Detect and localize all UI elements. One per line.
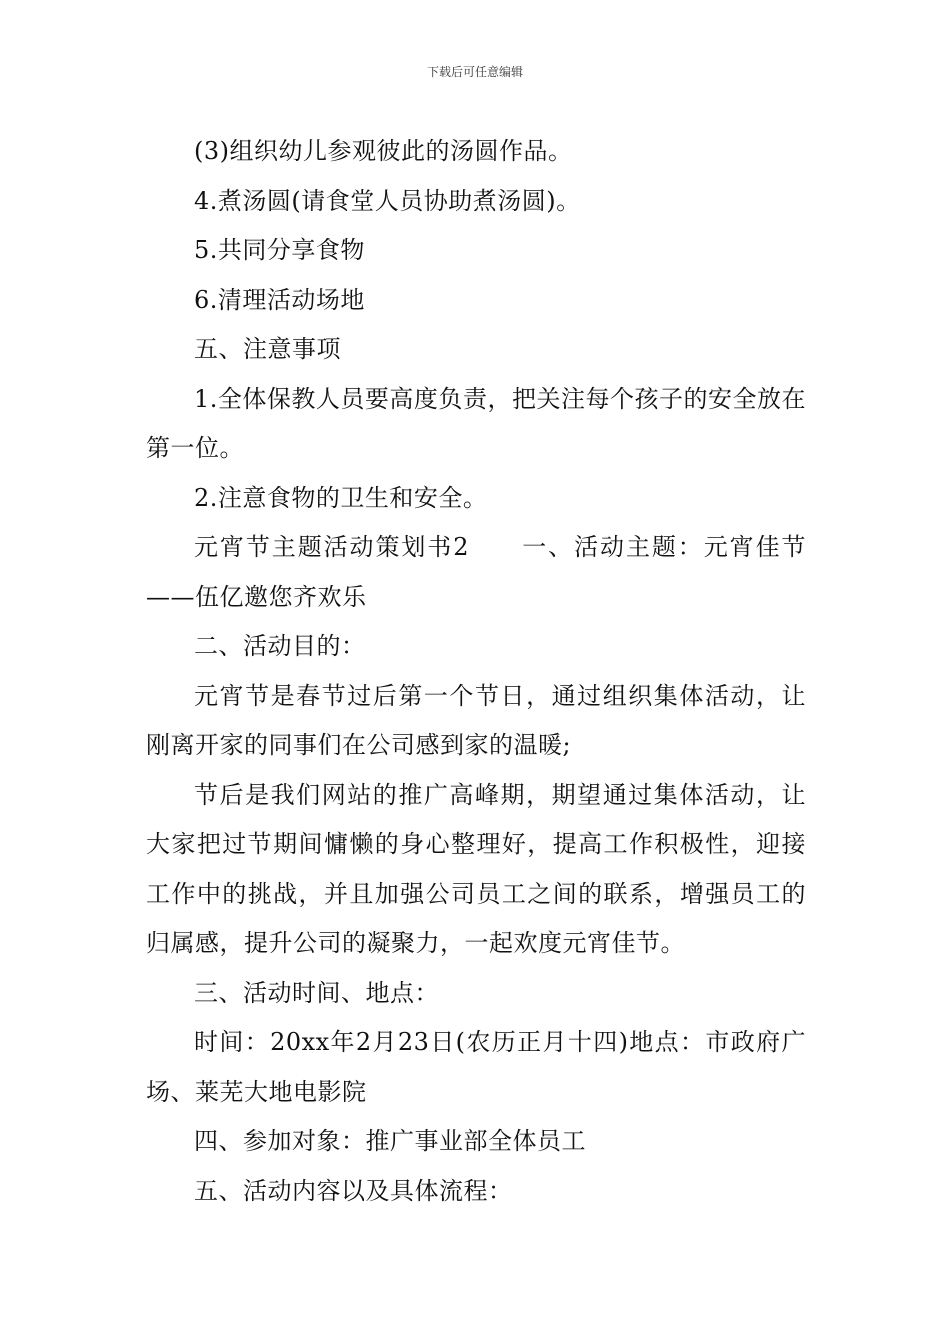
paragraph: 5.共同分享食物 [194, 236, 365, 264]
paragraph: 1.全体保教人员要高度负责，把关注每个孩子的安全放在第一位。 [146, 384, 806, 462]
paragraph: 节后是我们网站的推广高峰期，期望通过集体活动，让大家把过节期间慵懒的身心整理好，提高工作积极性，迎接工作中的挑战，并且加强公司员工之间的联系，增强员工的归属感，提升公司的凝聚力，一起欢度元宵佳节。 [146, 780, 806, 957]
paragraph: 4.煮汤圆(请食堂人员协助煮汤圆)。 [194, 186, 581, 215]
page-header: 下载后可任意编辑 [426, 65, 523, 79]
section-heading: 五、注意事项 [194, 335, 341, 363]
section-heading: 三、活动时间、地点： [194, 978, 439, 1007]
document-body [146, 127, 806, 1216]
paragraph: 2.注意食物的卫生和安全。 [194, 483, 488, 512]
section-heading: 五、活动内容以及具体流程： [194, 1176, 513, 1205]
paragraph: 时间：20xx年2月23日(农历正月十四)地点：市政府广场、莱芜大地电影院 [146, 1028, 806, 1106]
paragraph: (3)组织幼儿参观彼此的汤圆作品。 [194, 137, 573, 165]
paragraph: 元宵节主题活动策划书2 一、活动主题：元宵佳节——伍亿邀您齐欢乐 [146, 533, 806, 611]
paragraph: 元宵节是春节过后第一个节日，通过组织集体活动，让刚离开家的同事们在公司感到家的温暖; [146, 681, 806, 759]
paragraph: 6.清理活动场地 [194, 285, 365, 314]
section-heading: 二、活动目的： [194, 632, 366, 660]
section-heading: 四、参加对象：推广事业部全体员工 [194, 1127, 586, 1155]
